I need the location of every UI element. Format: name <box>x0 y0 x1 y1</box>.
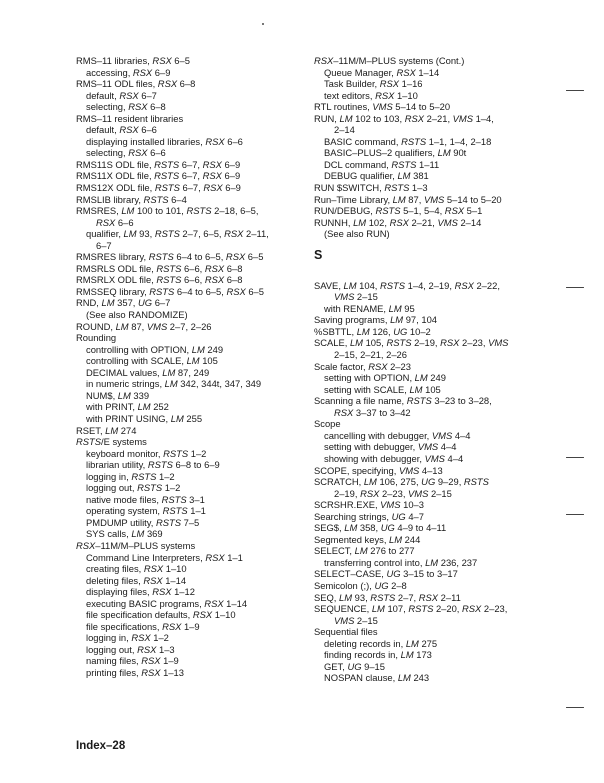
index-entry: RTL routines, VMS 5–14 to 5–20 <box>314 101 451 113</box>
index-entry: displaying files, RSX 1–12 <box>86 586 195 598</box>
index-entry: default, RSX 6–6 <box>86 124 157 136</box>
index-entry: NOSPAN clause, LM 243 <box>324 672 430 684</box>
index-entry: RSET, LM 274 <box>76 424 137 436</box>
index-entry: SCOPE, specifying, VMS 4–13 <box>314 464 443 476</box>
index-entry: RMSRES library, RSTS 6–4 to 6–5, RSX 6–5 <box>76 251 264 263</box>
index-entry: default, RSX 6–7 <box>86 89 157 101</box>
index-entry: SEG$, LM 358, UG 4–9 to 4–11 <box>314 522 447 534</box>
index-entry: RSTS/E systems <box>76 436 147 448</box>
index-entry: SEQ, LM 93, RSTS 2–7, RSX 2–11 <box>314 591 461 603</box>
index-entry: operating system, RSTS 1–1 <box>86 505 206 517</box>
index-entry: showing with debugger, VMS 4–4 <box>324 452 464 464</box>
index-entry: keyboard monitor, RSTS 1–2 <box>86 447 207 459</box>
index-group-s <box>314 280 564 684</box>
index-entry: Run–Time Library, LM 87, VMS 5–14 to 5–20 <box>314 193 502 205</box>
index-entry: RMS12X ODL file, RSTS 6–7, RSX 6–9 <box>76 182 241 194</box>
margin-mark <box>566 514 584 520</box>
index-entry: RMS–11 resident libraries <box>76 112 184 124</box>
index-entry: 2–19, RSX 2–23, VMS 2–15 <box>334 487 452 499</box>
index-entry: SEQUENCE, LM 107, RSTS 2–20, RSX 2–23, <box>314 603 508 615</box>
index-entry: RMS–11 ODL files, RSX 6–8 <box>76 78 196 90</box>
margin-mark <box>566 287 584 293</box>
index-entry: with PRINT, LM 252 <box>86 401 169 413</box>
index-entry: librarian utility, RSTS 6–8 to 6–9 <box>86 459 220 471</box>
index-entry: ROUND, LM 87, VMS 2–7, 2–26 <box>76 320 212 332</box>
index-entry: printing files, RSX 1–13 <box>86 666 184 678</box>
index-entry: displaying installed libraries, RSX 6–6 <box>86 135 243 147</box>
index-entry: qualifier, LM 93, RSTS 2–7, 6–5, RSX 2–11, <box>86 228 269 240</box>
index-entry: deleting files, RSX 1–14 <box>86 574 187 586</box>
index-entry: text editors, RSX 1–10 <box>324 89 418 101</box>
index-entry: RUN/DEBUG, RSTS 5–1, 5–4, RSX 5–1 <box>314 205 483 217</box>
index-entry: setting with SCALE, LM 105 <box>324 383 441 395</box>
page-speck <box>262 23 264 25</box>
index-entry: Saving programs, LM 97, 104 <box>314 314 437 326</box>
index-entry: 2–15, 2–21, 2–26 <box>334 349 407 361</box>
index-entry: RMS11X ODL file, RSTS 6–7, RSX 6–9 <box>76 170 241 182</box>
index-entry: with PRINT USING, LM 255 <box>86 412 203 424</box>
index-entry: BASIC–PLUS–2 qualifiers, LM 90t <box>324 147 467 159</box>
index-entry: selecting, RSX 6–6 <box>86 147 166 159</box>
index-entry: RMSRLX ODL file, RSTS 6–6, RSX 6–8 <box>76 274 243 286</box>
index-entry: RSX 6–6 <box>96 216 134 228</box>
page-number: Index–28 <box>76 740 126 752</box>
section-letter-heading: S <box>314 247 323 262</box>
index-entry: Queue Manager, RSX 1–14 <box>324 66 440 78</box>
index-entry: DCL command, RSTS 1–11 <box>324 158 440 170</box>
index-entry: deleting records in, LM 275 <box>324 637 438 649</box>
index-entry: SELECT–CASE, UG 3–15 to 3–17 <box>314 568 458 580</box>
index-entry: RSX–11M/M–PLUS systems (Cont.) <box>314 55 465 66</box>
index-entry: RMSSEQ library, RSTS 6–4 to 6–5, RSX 6–5 <box>76 285 264 297</box>
index-entry: RUN $SWITCH, RSTS 1–3 <box>314 182 428 194</box>
index-entry: 2–14 <box>334 124 355 136</box>
index-group-r <box>314 55 564 240</box>
index-column-right <box>314 55 564 684</box>
index-entry: Scale factor, RSX 2–23 <box>314 360 411 372</box>
index-entry: controlling with SCALE, LM 105 <box>86 355 218 367</box>
index-entry: Semicolon (;), UG 2–8 <box>314 579 407 591</box>
index-entry: Searching strings, UG 4–7 <box>314 510 424 522</box>
index-entry: Scope <box>314 418 341 430</box>
index-entry: SAVE, LM 104, RSTS 1–4, 2–19, RSX 2–22, <box>314 279 500 291</box>
index-entry: Segmented keys, LM 244 <box>314 533 421 545</box>
index-entry: logging in, RSTS 1–2 <box>86 470 175 482</box>
index-entry: SYS calls, LM 369 <box>86 528 163 540</box>
index-entry: Scanning a file name, RSTS 3–23 to 3–28, <box>314 395 492 407</box>
index-entry: native mode files, RSTS 3–1 <box>86 493 205 505</box>
index-entry: RND, LM 357, UG 6–7 <box>76 297 171 309</box>
margin-mark <box>566 457 584 463</box>
index-entry: RMSRES, LM 100 to 101, RSTS 2–18, 6–5, <box>76 205 259 217</box>
index-entry: RUN, LM 102 to 103, RSX 2–21, VMS 1–4, <box>314 112 494 124</box>
index-entry: RMS–11 libraries, RSX 6–5 <box>76 55 190 66</box>
index-entry: VMS 2–15 <box>334 291 378 303</box>
index-entry: RMSLIB library, RSTS 6–4 <box>76 193 187 205</box>
index-entry: DECIMAL values, LM 87, 249 <box>86 366 210 378</box>
index-entry: SCRATCH, LM 106, 275, UG 9–29, RSTS <box>314 476 489 488</box>
index-entry: RUNNH, LM 102, RSX 2–21, VMS 2–14 <box>314 216 482 228</box>
index-entry: Command Line Interpreters, RSX 1–1 <box>86 551 243 563</box>
margin-mark <box>566 707 584 713</box>
index-entry: setting with debugger, VMS 4–4 <box>324 441 457 453</box>
index-entry: SCALE, LM 105, RSTS 2–19, RSX 2–23, VMS <box>314 337 509 349</box>
index-entry: VMS 2–15 <box>334 614 378 626</box>
index-entry: accessing, RSX 6–9 <box>86 66 171 78</box>
index-entry: (See also RUN) <box>324 228 390 240</box>
index-entry: file specifications, RSX 1–9 <box>86 620 200 632</box>
index-entry: naming files, RSX 1–9 <box>86 655 179 667</box>
index-entry: DEBUG qualifier, LM 381 <box>324 170 429 182</box>
index-entry: PMDUMP utility, RSTS 7–5 <box>86 516 200 528</box>
index-entry: controlling with OPTION, LM 249 <box>86 343 224 355</box>
index-entry: cancelling with debugger, VMS 4–4 <box>324 429 471 441</box>
index-column-left <box>76 55 308 679</box>
index-entry: selecting, RSX 6–8 <box>86 101 166 113</box>
index-entry: Sequential files <box>314 626 378 638</box>
index-entry: Rounding <box>76 332 117 344</box>
index-entry: NUM$, LM 339 <box>86 389 150 401</box>
index-entry: setting with OPTION, LM 249 <box>324 372 446 384</box>
index-entry: Task Builder, RSX 1–16 <box>324 78 423 90</box>
index-entry: logging out, RSTS 1–2 <box>86 482 181 494</box>
index-entry: finding records in, LM 173 <box>324 649 432 661</box>
index-entry: RSX 3–37 to 3–42 <box>334 406 411 418</box>
index-entry: RMSRLS ODL file, RSTS 6–6, RSX 6–8 <box>76 262 243 274</box>
index-entry: SCRSHR.EXE, VMS 10–3 <box>314 499 424 511</box>
index-entry: logging out, RSX 1–3 <box>86 643 175 655</box>
index-entry: (See also RANDOMIZE) <box>86 309 188 321</box>
index-entry: RSX–11M/M–PLUS systems <box>76 539 196 551</box>
index-entry: BASIC command, RSTS 1–1, 1–4, 2–18 <box>324 135 492 147</box>
margin-mark <box>566 90 584 96</box>
index-entry: logging in, RSX 1–2 <box>86 632 169 644</box>
index-entry: SELECT, LM 276 to 277 <box>314 545 415 557</box>
index-entry: file specification defaults, RSX 1–10 <box>86 609 236 621</box>
index-entry: transferring control into, LM 236, 237 <box>324 556 478 568</box>
index-entry: executing BASIC programs, RSX 1–14 <box>86 597 248 609</box>
index-entry: creating files, RSX 1–10 <box>86 563 187 575</box>
index-entry: in numeric strings, LM 342, 344t, 347, 349 <box>86 378 262 390</box>
index-entry: RMS11S ODL file, RSTS 6–7, RSX 6–9 <box>76 158 241 170</box>
index-entry: %SBTTL, LM 126, UG 10–2 <box>314 325 431 337</box>
index-entry: 6–7 <box>96 239 112 251</box>
index-entry: GET, UG 9–15 <box>324 660 385 672</box>
index-entry: with RENAME, LM 95 <box>324 302 415 314</box>
